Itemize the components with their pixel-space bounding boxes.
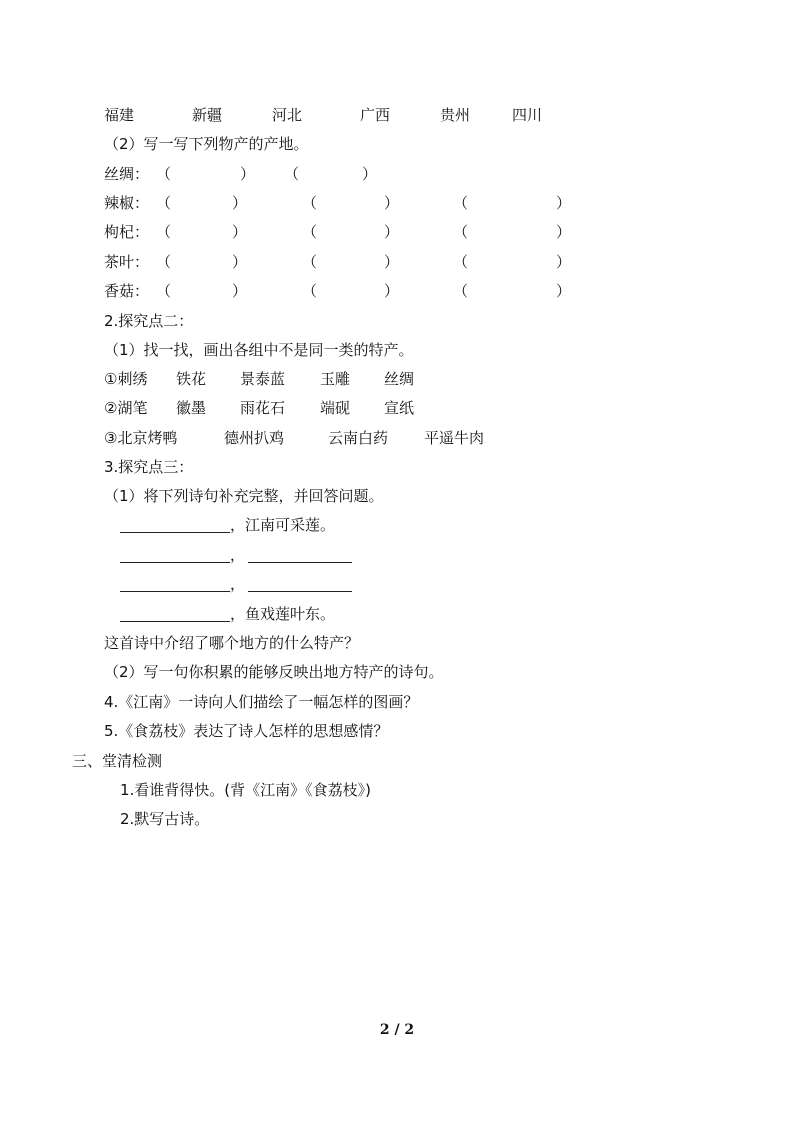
poem-comma: ， [230,546,246,564]
explore-2-title: 2.探究点二： [104,312,194,330]
paren-close: ） [384,223,400,241]
group-item: 平遥牛肉 [424,429,485,447]
explore-3-question-1: （1）将下列诗句补充完整，并回答问题。 [104,487,384,505]
group-item: 丝绸 [384,370,415,388]
poem-question: 这首诗中介绍了哪个地方的什么特产？ [104,634,360,652]
explore-3-question-2: （2）写一句你积累的能够反映出地方特产的诗句。 [104,663,444,681]
paren-open: （ [302,253,318,271]
poem-line-suffix: ，鱼戏莲叶东。 [230,605,336,623]
paren-close: ） [384,282,400,300]
poem-blank[interactable] [120,518,230,533]
paren-open: （ [156,253,172,271]
page-number: 2 / 2 [379,1022,415,1038]
paren-close: ） [232,253,248,271]
province-fujian: 福建 [104,106,135,124]
paren-close: ） [384,194,400,212]
group-item: 云南白药 [328,429,389,447]
province-sichuan: 四川 [512,106,543,124]
product-label: 香菇： [104,282,150,300]
poem-comma: ， [230,575,246,593]
poem-blank[interactable] [120,577,230,592]
group-item: ②湖笔 [104,399,148,417]
product-label: 茶叶： [104,253,150,271]
group-item: 徽墨 [176,399,207,417]
group-item: 景泰蓝 [240,370,286,388]
paren-open: （ [302,223,318,241]
paren-close: ） [232,194,248,212]
paren-open: （ [302,282,318,300]
paren-open: （ [453,194,469,212]
section-3-item-1: 1.看谁背得快。(背《江南》《食荔枝》) [120,781,372,799]
product-label: 枸杞： [104,223,150,241]
paren-close: ） [362,165,378,183]
province-xinjiang: 新疆 [192,106,223,124]
section-3-title: 三、堂清检测 [72,752,163,770]
paren-close: ） [556,282,572,300]
poem-blank[interactable] [120,607,230,622]
paren-open: （ [453,223,469,241]
paren-close: ） [556,194,572,212]
province-guizhou: 贵州 [440,106,471,124]
province-guangxi: 广西 [360,106,391,124]
paren-close: ） [240,165,256,183]
group-item: 端砚 [320,399,351,417]
question-4: 4.《江南》一诗向人们描绘了一幅怎样的图画？ [104,693,419,711]
group-item: ①刺绣 [104,370,148,388]
group-item: ③北京烤鸭 [104,429,178,447]
paren-close: ） [556,253,572,271]
section-3-item-2: 2.默写古诗。 [120,810,210,828]
group-item: 铁花 [176,370,207,388]
question-5: 5.《食荔枝》表达了诗人怎样的思想感情？ [104,722,389,740]
question-1-2: （2）写一写下列物产的产地。 [104,135,309,153]
group-item: 雨花石 [240,399,286,417]
province-hebei: 河北 [272,106,303,124]
poem-blank[interactable] [248,548,352,563]
explore-2-question-1: （1）找一找，画出各组中不是同一类的特产。 [104,341,414,359]
paren-open: （ [156,223,172,241]
group-item: 玉雕 [320,370,351,388]
product-label: 辣椒： [104,194,150,212]
product-label: 丝绸： [104,165,150,183]
poem-blank[interactable] [248,577,352,592]
paren-close: ） [556,223,572,241]
paren-open: （ [156,194,172,212]
poem-blank[interactable] [120,548,230,563]
paren-open: （ [453,282,469,300]
group-item: 德州扒鸡 [224,429,285,447]
paren-close: ） [384,253,400,271]
paren-close: ） [232,282,248,300]
poem-line-suffix: ，江南可采莲。 [230,516,336,534]
explore-3-title: 3.探究点三： [104,458,194,476]
paren-open: （ [302,194,318,212]
group-item: 宣纸 [384,399,415,417]
paren-open: （ [453,253,469,271]
paren-open: （ [156,282,172,300]
paren-close: ） [232,223,248,241]
paren-open: （ [156,165,172,183]
paren-open: （ [284,165,300,183]
